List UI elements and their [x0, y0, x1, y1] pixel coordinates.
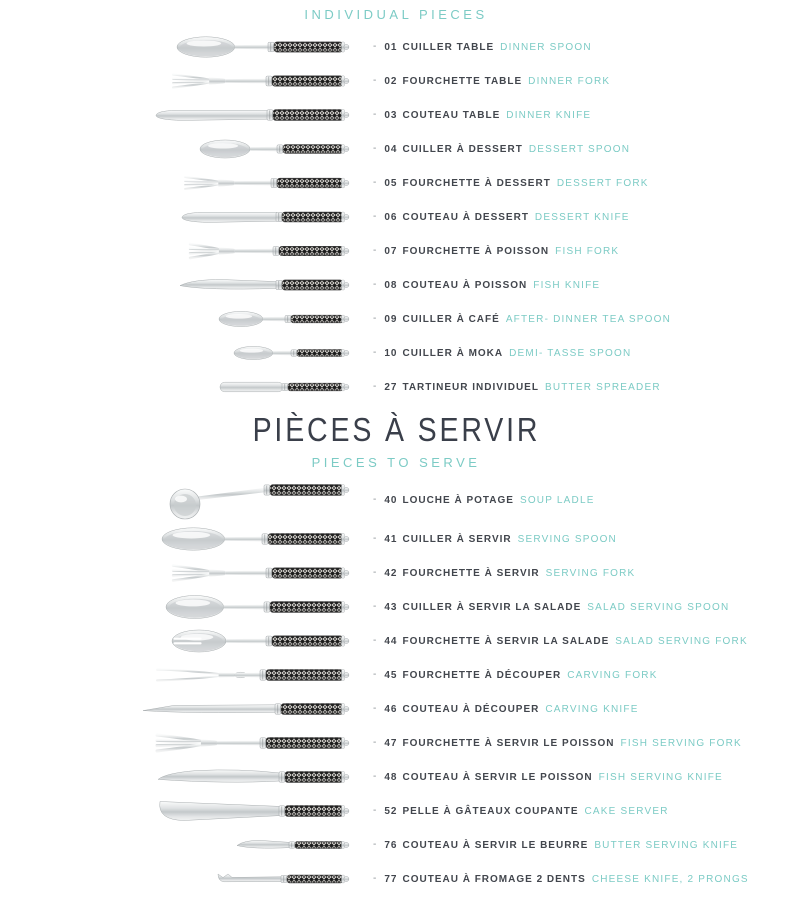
utensil-salad-serving-fork-image	[0, 624, 365, 658]
item-label	[373, 670, 658, 681]
item-number: 07	[384, 245, 398, 257]
catalog-row	[0, 64, 792, 98]
list-dash: -	[373, 872, 378, 884]
list-dash: -	[373, 770, 378, 782]
item-name-french: COUTEAU À DÉCOUPER	[402, 703, 540, 715]
item-name-french: TARTINEUR INDIVIDUEL	[402, 381, 539, 393]
item-number: 42	[384, 567, 398, 579]
list-dash: -	[373, 634, 378, 646]
utensil-butter-serving-knife-image	[0, 828, 365, 862]
catalog-row	[0, 794, 792, 828]
item-name-english: DESSERT KNIFE	[534, 211, 630, 223]
pieces-to-serve-list	[0, 478, 792, 896]
item-name-french: FOURCHETTE À SERVIR	[402, 567, 540, 579]
utensil-soup-ladle-image	[0, 478, 365, 522]
section-individual-pieces	[0, 6, 792, 404]
utensil-serving-spoon-image	[0, 522, 365, 556]
item-label	[373, 602, 729, 613]
catalog-row	[0, 234, 792, 268]
list-dash: -	[373, 278, 378, 290]
item-number: 77	[384, 873, 398, 885]
item-name-french: COUTEAU À SERVIR LE BEURRE	[402, 839, 589, 851]
item-number: 09	[384, 313, 398, 325]
catalog-row	[0, 590, 792, 624]
catalog-row	[0, 760, 792, 794]
item-name-french: FOURCHETTE À DÉCOUPER	[402, 669, 562, 681]
utensil-dessert-fork-image	[0, 166, 365, 200]
list-dash: -	[373, 838, 378, 850]
section-title-pieces-a-servir	[0, 412, 792, 448]
item-name-english: CARVING FORK	[567, 669, 658, 681]
item-name-french: CUILLER TABLE	[402, 41, 495, 53]
item-name-french: COUTEAU À DESSERT	[402, 211, 529, 223]
utensil-salad-serving-spoon-image	[0, 590, 365, 624]
item-number: 43	[384, 601, 398, 613]
item-name-english: CHEESE KNIFE, 2 PRONGS	[591, 873, 749, 885]
list-dash: -	[373, 380, 378, 392]
item-label	[373, 212, 630, 223]
item-name-french: CUILLER À SERVIR	[402, 533, 512, 545]
item-name-french: PELLE À GÂTEAUX COUPANTE	[402, 805, 579, 817]
utensil-serving-fork-image	[0, 556, 365, 590]
item-number: 02	[384, 75, 398, 87]
catalog-row	[0, 98, 792, 132]
list-dash: -	[373, 210, 378, 222]
item-name-french: FOURCHETTE À DESSERT	[402, 177, 551, 189]
item-name-english: DESSERT SPOON	[528, 143, 631, 155]
item-number: 76	[384, 839, 398, 851]
item-name-french: CUILLER À SERVIR LA SALADE	[402, 601, 582, 613]
item-name-french: COUTEAU À SERVIR LE POISSON	[402, 771, 593, 783]
catalog-row	[0, 166, 792, 200]
catalog-row	[0, 828, 792, 862]
list-dash: -	[373, 668, 378, 680]
item-name-english: SALAD SERVING FORK	[615, 635, 748, 647]
catalog-row	[0, 30, 792, 64]
utensil-fish-serving-knife-image	[0, 760, 365, 794]
item-label	[373, 314, 671, 325]
utensil-tea-spoon-image	[0, 302, 365, 336]
item-name-french: FOURCHETTE À SERVIR LA SALADE	[402, 635, 610, 647]
item-name-english: CARVING KNIFE	[545, 703, 639, 715]
item-number: 41	[384, 533, 398, 545]
item-name-english: DESSERT FORK	[556, 177, 649, 189]
utensil-cake-server-image	[0, 794, 365, 828]
catalog-row	[0, 692, 792, 726]
list-dash: -	[373, 142, 378, 154]
catalog-row	[0, 268, 792, 302]
item-label	[373, 246, 619, 257]
item-name-english: FISH SERVING FORK	[620, 737, 742, 749]
item-name-french: CUILLER À CAFÉ	[402, 313, 500, 325]
item-label	[373, 144, 630, 155]
catalog-row	[0, 200, 792, 234]
catalog-row	[0, 302, 792, 336]
utensil-butter-spreader-image	[0, 370, 365, 404]
item-name-english: DEMI- TASSE SPOON	[509, 347, 632, 359]
list-dash: -	[373, 244, 378, 256]
item-label	[373, 874, 749, 885]
item-label	[373, 348, 631, 359]
item-number: 40	[384, 494, 398, 506]
item-name-french: CUILLER À DESSERT	[402, 143, 523, 155]
item-name-english: DINNER KNIFE	[506, 109, 592, 121]
utensil-dessert-knife-image	[0, 200, 365, 234]
item-name-french: COUTEAU À FROMAGE 2 DENTS	[402, 873, 586, 885]
item-label	[373, 110, 591, 121]
utensil-cheese-knife-image	[0, 862, 365, 896]
item-name-french: LOUCHE À POTAGE	[402, 494, 514, 506]
utensil-demi-tasse-spoon-image	[0, 336, 365, 370]
item-name-french: FOURCHETTE TABLE	[402, 75, 523, 87]
item-name-english: BUTTER SPREADER	[544, 381, 661, 393]
item-number: 46	[384, 703, 398, 715]
utensil-dessert-spoon-image	[0, 132, 365, 166]
item-number: 10	[384, 347, 398, 359]
catalog-row	[0, 624, 792, 658]
list-dash: -	[373, 176, 378, 188]
list-dash: -	[373, 532, 378, 544]
item-name-english: SERVING FORK	[545, 567, 636, 579]
item-name-english: SALAD SERVING SPOON	[587, 601, 730, 613]
utensil-fish-fork-image	[0, 234, 365, 268]
utensil-fish-serving-fork-image	[0, 726, 365, 760]
item-name-english: AFTER- DINNER TEA SPOON	[505, 313, 672, 325]
list-dash: -	[373, 804, 378, 816]
item-name-english: FISH SERVING KNIFE	[598, 771, 723, 783]
item-name-english: DINNER FORK	[528, 75, 611, 87]
item-number: 06	[384, 211, 398, 223]
item-name-english: DINNER SPOON	[500, 41, 592, 53]
item-number: 04	[384, 143, 398, 155]
list-dash: -	[373, 736, 378, 748]
catalog-row	[0, 478, 792, 522]
item-label	[373, 806, 669, 817]
item-number: 45	[384, 669, 398, 681]
item-label	[373, 178, 649, 189]
catalog-row	[0, 658, 792, 692]
section-subtitle-individual-pieces: INDIVIDUAL PIECES	[304, 7, 488, 22]
section-title-text: PIÈCES À SERVIR	[252, 411, 540, 449]
list-dash: -	[373, 108, 378, 120]
item-name-english: FISH FORK	[555, 245, 620, 257]
item-number: 44	[384, 635, 398, 647]
utensil-carving-fork-image	[0, 658, 365, 692]
item-name-french: FOURCHETTE À POISSON	[402, 245, 550, 257]
item-number: 47	[384, 737, 398, 749]
item-label	[373, 534, 617, 545]
individual-pieces-list	[0, 30, 792, 404]
catalog-row	[0, 336, 792, 370]
item-label	[373, 704, 639, 715]
utensil-dinner-knife-image	[0, 98, 365, 132]
item-name-english: CAKE SERVER	[584, 805, 669, 817]
catalog-row	[0, 522, 792, 556]
item-number: 08	[384, 279, 398, 291]
item-label	[373, 772, 723, 783]
item-number: 27	[384, 381, 398, 393]
catalog-row	[0, 726, 792, 760]
item-number: 03	[384, 109, 398, 121]
item-name-english: SOUP LADLE	[519, 494, 595, 506]
item-number: 48	[384, 771, 398, 783]
item-name-english: FISH KNIFE	[533, 279, 601, 291]
item-label	[373, 382, 661, 393]
item-name-french: COUTEAU TABLE	[402, 109, 501, 121]
item-number: 01	[384, 41, 398, 53]
item-label	[373, 636, 748, 647]
item-label	[373, 840, 738, 851]
item-label	[373, 280, 600, 291]
utensil-carving-knife-image	[0, 692, 365, 726]
item-name-english: BUTTER SERVING KNIFE	[594, 839, 739, 851]
item-name-french: CUILLER À MOKA	[402, 347, 504, 359]
item-label	[373, 568, 635, 579]
item-name-french: FOURCHETTE À SERVIR LE POISSON	[402, 737, 615, 749]
list-dash: -	[373, 312, 378, 324]
list-dash: -	[373, 493, 378, 505]
section-subtitle-pieces-to-serve: PIECES TO SERVE	[311, 455, 481, 470]
list-dash: -	[373, 702, 378, 714]
utensil-fish-knife-image	[0, 268, 365, 302]
catalog-row	[0, 132, 792, 166]
utensil-dinner-spoon-image	[0, 30, 365, 64]
catalog-row	[0, 556, 792, 590]
item-name-french: COUTEAU À POISSON	[402, 279, 528, 291]
list-dash: -	[373, 566, 378, 578]
item-label	[373, 738, 742, 749]
section-pieces-to-serve	[0, 412, 792, 896]
item-label	[373, 42, 592, 53]
catalog-row	[0, 370, 792, 404]
list-dash: -	[373, 40, 378, 52]
item-label	[373, 76, 610, 87]
catalog-row	[0, 862, 792, 896]
utensil-dinner-fork-image	[0, 64, 365, 98]
item-name-english: SERVING SPOON	[517, 533, 617, 545]
list-dash: -	[373, 600, 378, 612]
item-number: 52	[384, 805, 398, 817]
list-dash: -	[373, 74, 378, 86]
item-number: 05	[384, 177, 398, 189]
list-dash: -	[373, 346, 378, 358]
item-label	[373, 495, 595, 506]
